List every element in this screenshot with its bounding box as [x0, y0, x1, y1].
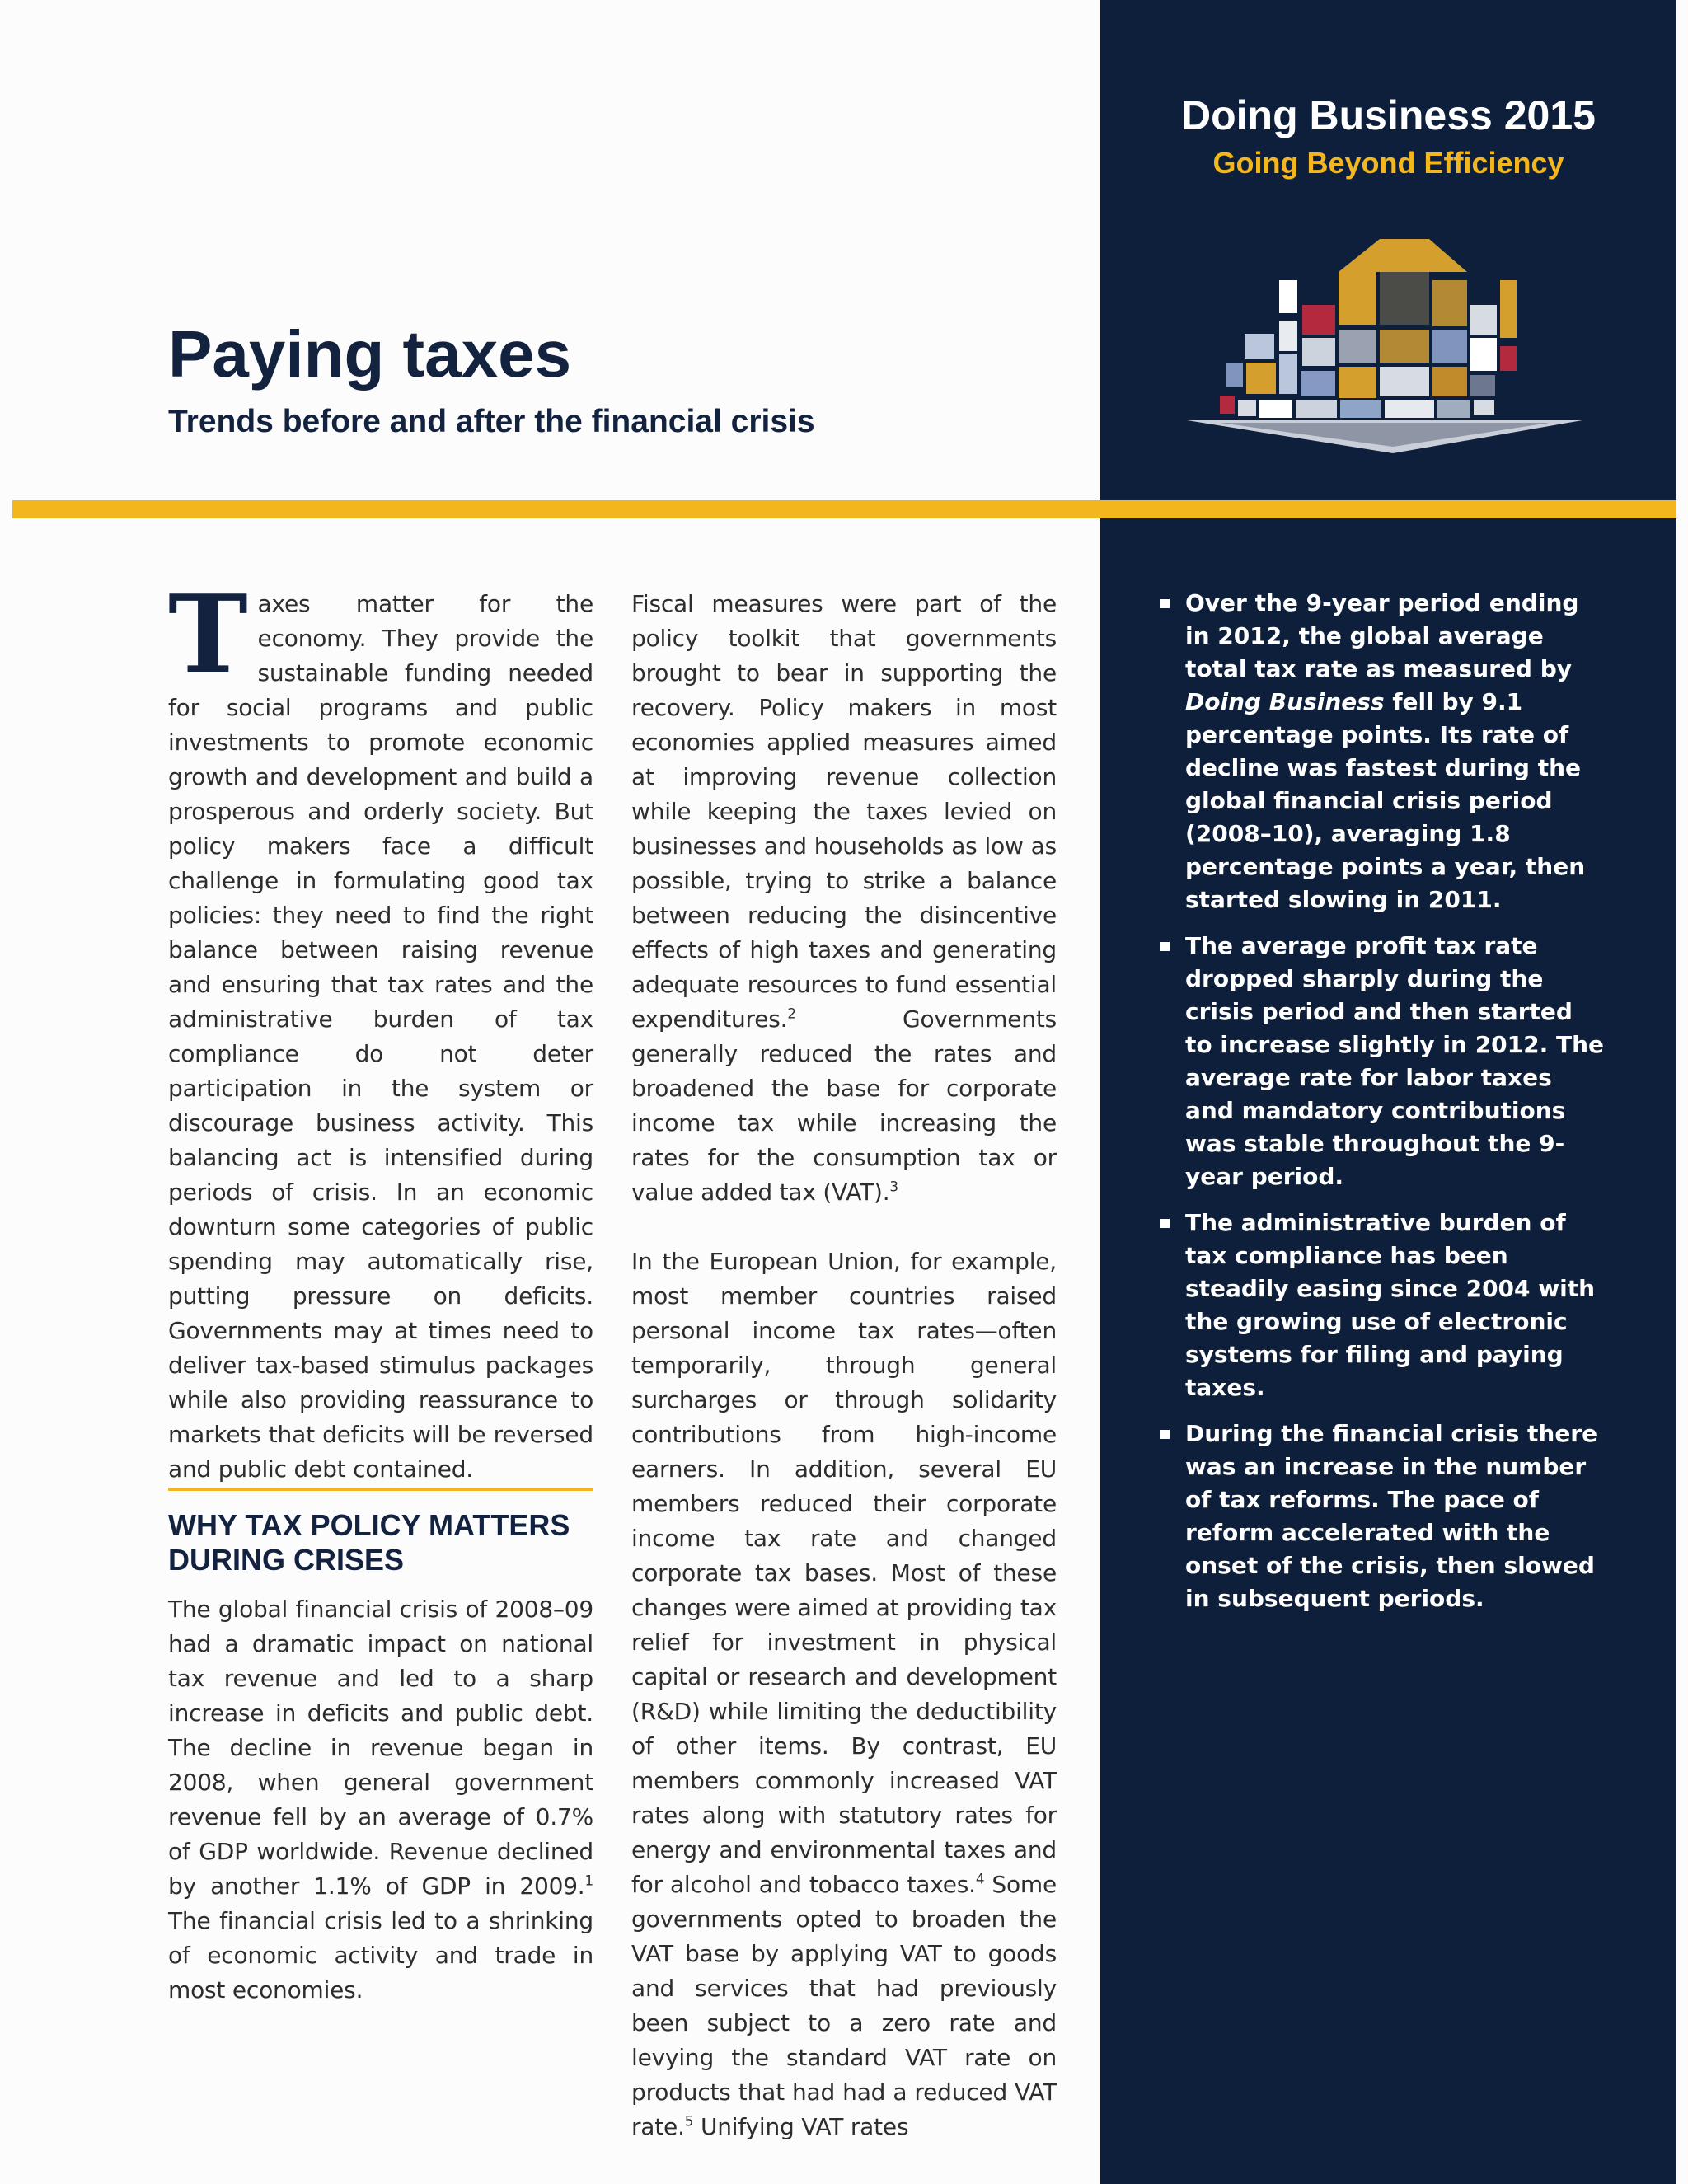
- bullet-square-icon: [1160, 1430, 1170, 1439]
- column-2: [631, 587, 1057, 2144]
- text-run: Unifying VAT rates: [693, 2113, 909, 2140]
- highlight-text: The administrative burden of tax compliance has been steadily easing since 2004 with the growing use of electronic systems for filing and paying taxes.: [1185, 1209, 1596, 1401]
- bullet-square-icon: [1160, 942, 1170, 951]
- text-run: Fiscal measures were part of the policy toolkit that governments brought to bear in supporting the recovery. Policy makers in most economies applied measures aimed at improving revenue collection while keeping the taxes levied on businesses and households as low as possible, trying to strike a balance between reducing the disincentive effects of high taxes and generating adequate resources to fund essential expenditures.: [631, 590, 1057, 1033]
- highlight-text: During the financial crisis there was an increase in the number of tax reforms. The pace of reform accelerated with the onset of the crisis, then slowed in subsequent periods.: [1185, 1420, 1598, 1612]
- paragraph-gap: [631, 1210, 1057, 1244]
- highlight-item: [1160, 1207, 1606, 1404]
- footnote-ref: 5: [684, 2112, 694, 2130]
- section-text-cont: The financial crisis led to a shrinking of economic activity and trade in most economies.: [168, 1907, 593, 2004]
- footnote-ref: 3: [889, 1178, 898, 1195]
- text-run: Some governments opted to broaden the VAT base by applying VAT to goods and services that had previously been subject to a zero rate and levying the standard VAT rate on products that had had a reduced VAT rate.: [631, 1871, 1057, 2140]
- brand-block: [1100, 91, 1676, 183]
- intro-paragraph: axes matter for the economy. They provide the sustainable funding needed for social programs and public investments to promote economic growth and development and build a prosperous and orderly society. But policy makers face a difficult challenge in formulating good tax policies: they need to find the right balance between raising revenue and ensuring that tax rates and the administrative burden of tax compliance do not deter participation in the system or discourage business activity. This balancing act is intensified during periods of crisis. In an economic downturn some categories of public spending may automatically rise, putting pressure on deficits. Governments may at times need to deliver tax-based stimulus packages while also providing reassurance to markets that deficits will be reversed and public debt contained.: [168, 590, 593, 1483]
- text-run: Governments generally reduced the rates and broadened the base for corporate income tax while increasing the rates for the consumption tax or value added tax (VAT).: [631, 1005, 1057, 1206]
- section-heading: WHY TAX POLICY MATTERS DURING CRISES: [168, 1508, 570, 1577]
- highlight-text: The average profit tax rate dropped sharply during the crisis period and then started to increase slightly in 2012. The average rate for labor taxes and mandatory contributions was stable throughout the 9-year period.: [1185, 932, 1605, 1190]
- highlight-item: [1160, 587, 1606, 916]
- bullet-square-icon: [1160, 599, 1170, 608]
- highlight-text-cont: fell by 9.1 percentage points. Its rate of decline was fastest during the global financial crisis period (2008–10), averaging 1.8 percentage points a year, then started slowing in 2011.: [1185, 688, 1586, 913]
- section-text: The global financial crisis of 2008–09 had a dramatic impact on national tax revenue and led to a sharp increase in deficits and public debt. The decline in revenue began in 2008, when general government revenue fell by an average of 0.7% of GDP worldwide. Revenue declined by another 1.1% of GDP in 2009.: [168, 1596, 593, 1900]
- text-run: In the European Union, for example, most member countries raised personal income tax rates—often temporarily, through general surcharges or through solidarity contributions from high-income earners. In addition, several EU members reduced their corporate income tax rate and changed corporate tax bases. Most of these changes were aimed at providing tax relief for investment in physical capital or research and development (R&D) while limiting the deductibility of other items. By contrast, EU members commonly increased VAT rates along with statutory rates for energy and environmental taxes and for alcohol and tobacco taxes.: [631, 1248, 1057, 1898]
- section-paragraph: [168, 1592, 593, 2008]
- highlight-text: Over the 9-year period ending in 2012, the global average total tax rate as measured by: [1185, 589, 1579, 682]
- column-1-section: [168, 1592, 593, 2008]
- column-2-paragraph-1: [631, 587, 1057, 1210]
- highlight-item: [1160, 930, 1606, 1193]
- column-1-intro: [168, 571, 593, 1487]
- footnote-ref: 2: [787, 1005, 796, 1022]
- drop-cap: T: [168, 571, 248, 697]
- brand-subtitle: Going Beyond Efficiency: [1212, 146, 1564, 180]
- footnote-ref: 1: [584, 1872, 593, 1889]
- page-subtitle: Trends before and after the financial crisis: [168, 404, 815, 439]
- highlights-list: [1160, 587, 1606, 1629]
- brand-title: Doing Business 2015: [1181, 92, 1596, 138]
- highlight-emphasis: Doing Business: [1185, 688, 1385, 715]
- section-divider: [168, 1488, 593, 1491]
- gold-divider-bar: [12, 500, 1676, 518]
- building-logo-icon: [1187, 231, 1582, 470]
- highlight-item: [1160, 1418, 1606, 1615]
- column-2-paragraph-2: [631, 1244, 1057, 2144]
- footnote-ref: 4: [975, 1870, 985, 1887]
- page-title: Paying taxes: [168, 317, 572, 391]
- bullet-square-icon: [1160, 1219, 1170, 1228]
